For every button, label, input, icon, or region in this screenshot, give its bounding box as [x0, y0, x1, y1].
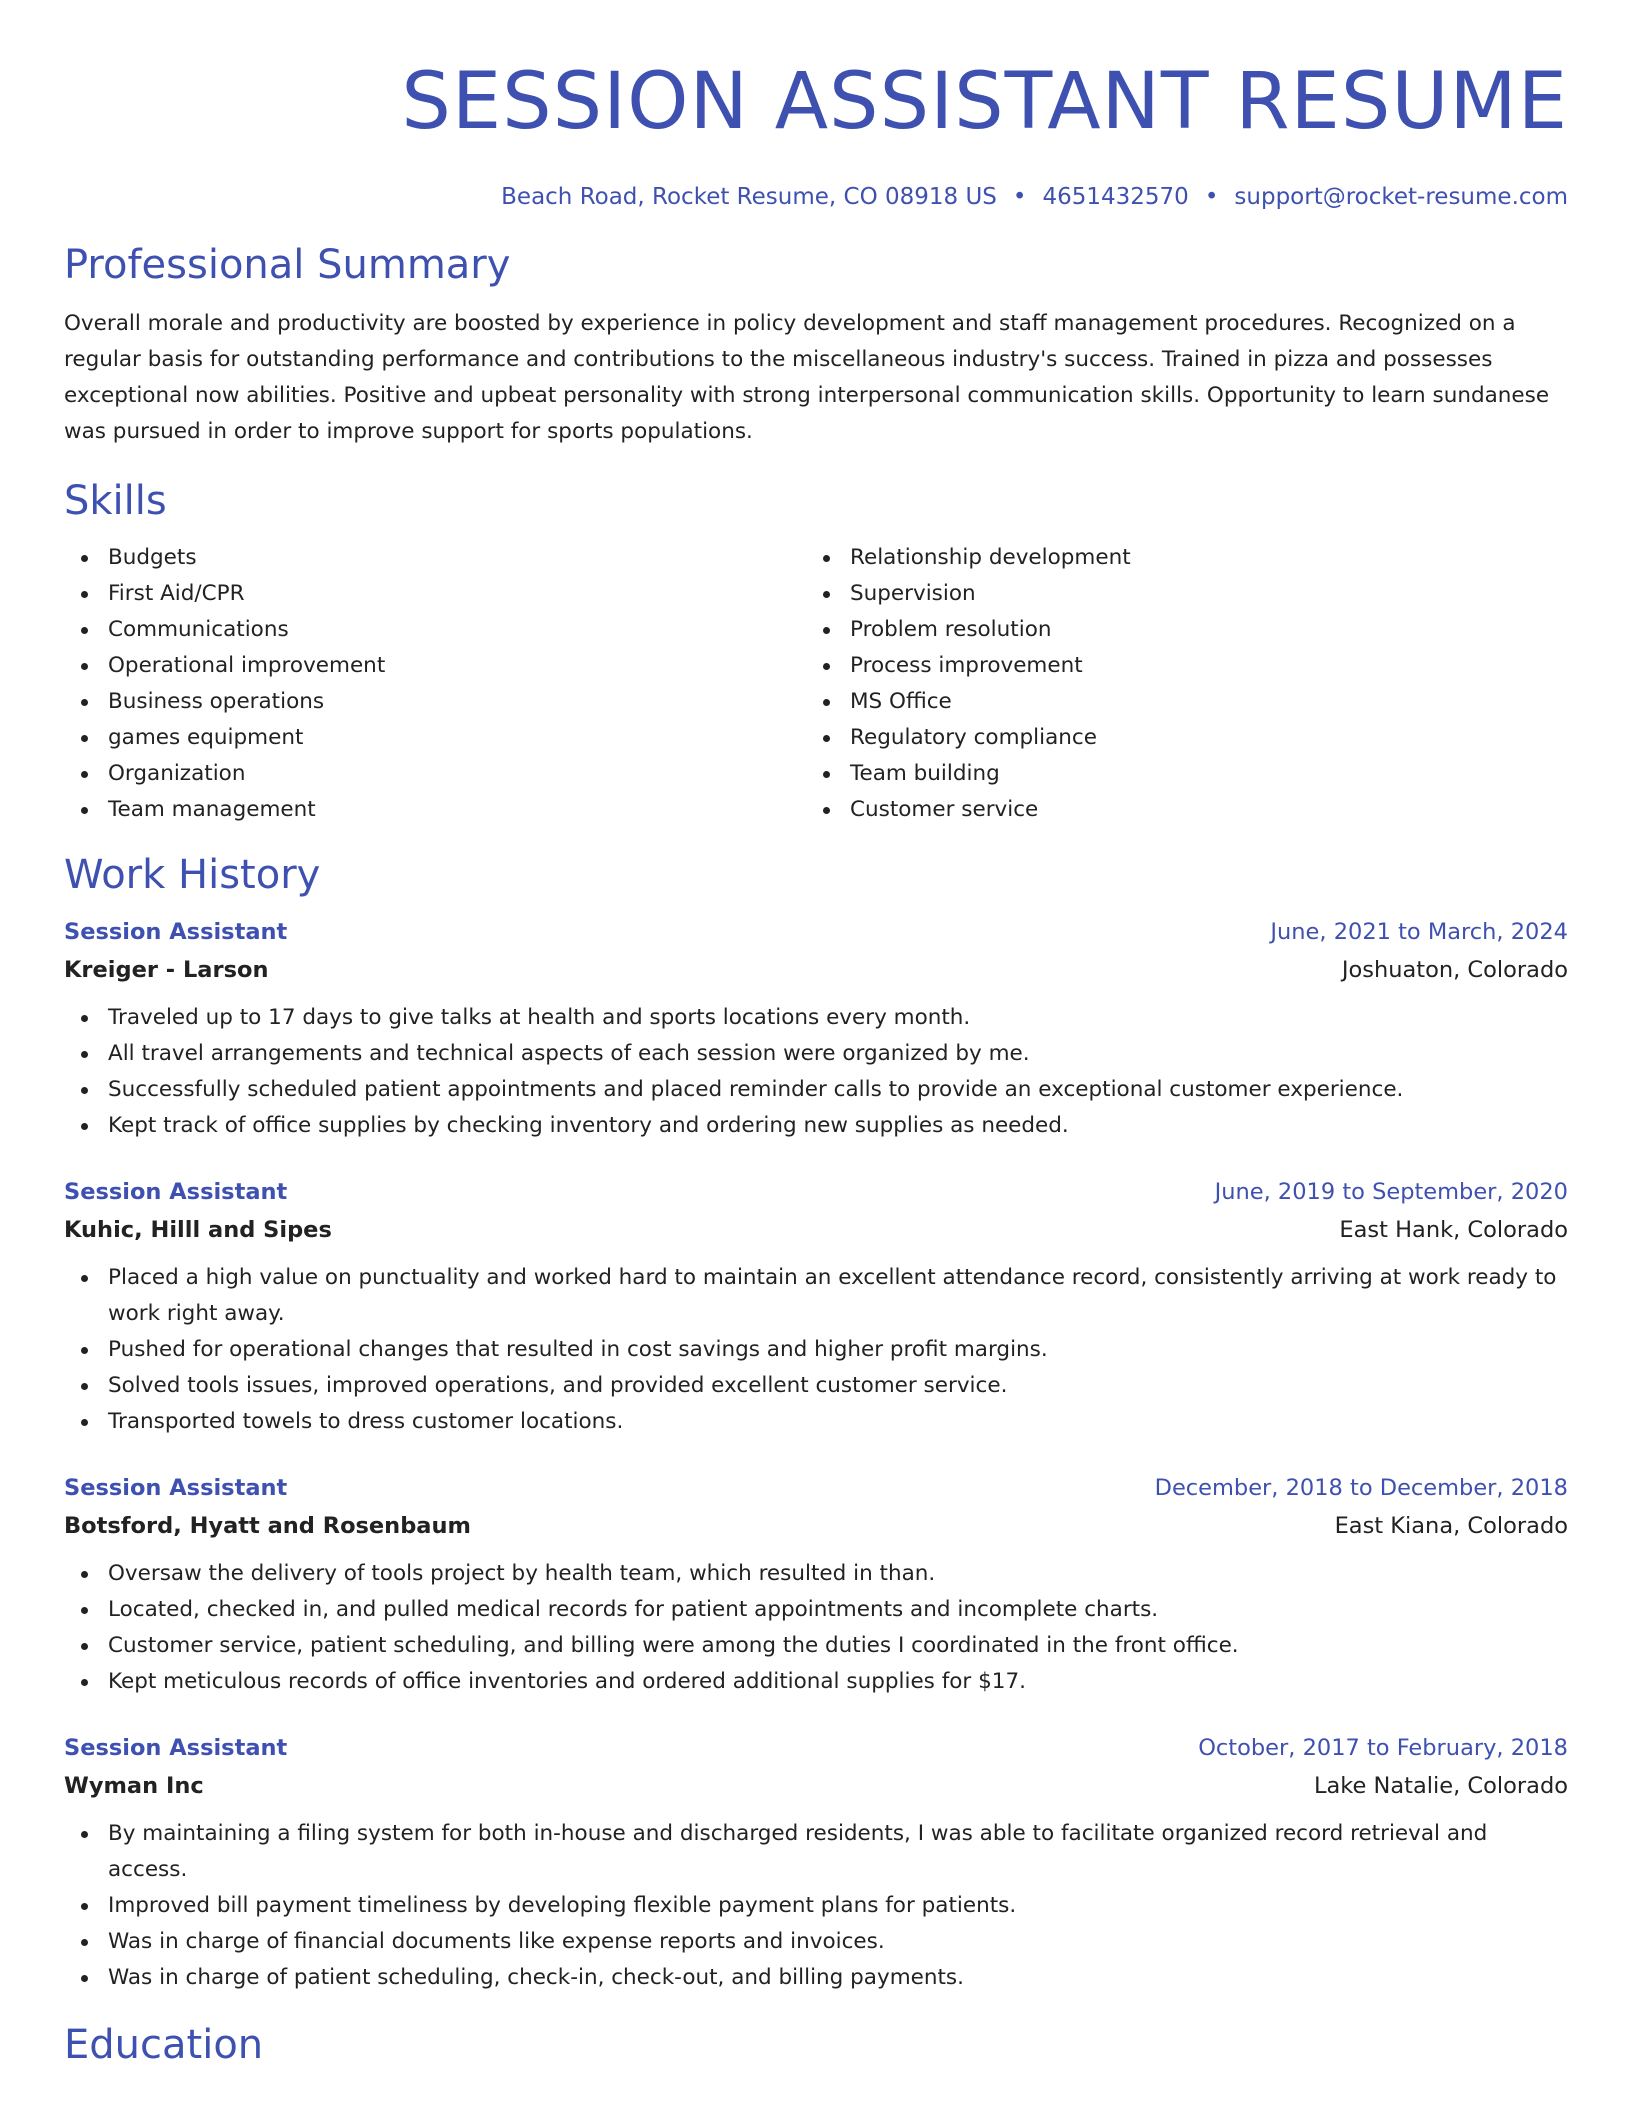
job-entry [64, 914, 1568, 1144]
job-duty-item: Was in charge of patient scheduling, check-in, check-out, and billing payments. [64, 1960, 1568, 1996]
contact-separator: • [1204, 184, 1219, 210]
job-location: East Kiana, Colorado [1334, 1513, 1568, 1539]
job-duty-item: Pushed for operational changes that resulted in cost savings and higher profit margins. [64, 1332, 1568, 1368]
job-duty-item: Kept track of office supplies by checking inventory and ordering new supplies as needed. [64, 1108, 1568, 1144]
work-history-list [64, 914, 1568, 1996]
job-duty-item: By maintaining a filing system for both in-house and discharged residents, I was able to facilitate organized record retrieval and access. [64, 1816, 1568, 1888]
job-title: Session Assistant [64, 919, 288, 945]
job-duties-list [64, 1000, 1568, 1144]
job-entry [64, 1730, 1568, 1996]
job-location: Lake Natalie, Colorado [1313, 1773, 1568, 1799]
job-header-row [64, 1730, 1568, 1766]
summary-text: Overall morale and productivity are boosted by experience in policy development and staff management procedures. Recognized on a regular basis for outstanding performance and contributions to the miscellaneous industry's success. Trained in pizza and possesses exceptional now abilities. Positive and upbeat personality with strong interpersonal communication skills. Opportunity to learn sundanese was pursued in order to improve support for sports populations. [64, 311, 1550, 444]
contact-email: support@rocket-resume.com [1234, 184, 1568, 210]
skill-item: Process improvement [806, 648, 1548, 684]
job-entry [64, 1470, 1568, 1700]
job-company: Wyman Inc [64, 1773, 204, 1799]
job-duty-item: Customer service, patient scheduling, and billing were among the duties I coordinated in the front office. [64, 1628, 1568, 1664]
job-company-row [64, 950, 1568, 990]
job-duties-list [64, 1816, 1568, 1996]
skill-item: Communications [64, 612, 806, 648]
skill-item: Problem resolution [806, 612, 1548, 648]
job-dates: June, 2021 to March, 2024 [1270, 919, 1568, 945]
summary-heading: Professional Summary [64, 242, 511, 288]
skill-item: Budgets [64, 540, 806, 576]
job-company: Kreiger - Larson [64, 957, 269, 983]
job-company-row [64, 1766, 1568, 1806]
job-header-row [64, 1470, 1568, 1506]
job-duty-item: Improved bill payment timeliness by developing flexible payment plans for patients. [64, 1888, 1568, 1924]
contact-phone: 4651432570 [1042, 184, 1189, 210]
skill-item: Team building [806, 756, 1548, 792]
contact-address: Beach Road, Rocket Resume, CO 08918 US [501, 184, 997, 210]
skill-item: Organization [64, 756, 806, 792]
job-duties-list [64, 1556, 1568, 1700]
skill-item: Customer service [806, 792, 1548, 828]
skills-grid [64, 540, 1568, 828]
skill-item: First Aid/CPR [64, 576, 806, 612]
job-duty-item: Oversaw the delivery of tools project by health team, which resulted in than. [64, 1556, 1568, 1592]
contact-line [64, 182, 1568, 212]
education-heading: Education [64, 2022, 264, 2068]
skill-item: Relationship development [806, 540, 1548, 576]
job-header-row [64, 1174, 1568, 1210]
job-location: East Hank, Colorado [1339, 1217, 1568, 1243]
job-dates: October, 2017 to February, 2018 [1198, 1735, 1568, 1761]
skills-heading: Skills [64, 478, 167, 524]
job-duties-list [64, 1260, 1568, 1440]
job-duty-item: Located, checked in, and pulled medical records for patient appointments and incomplete charts. [64, 1592, 1568, 1628]
skill-item: Team management [64, 792, 806, 828]
skill-item: games equipment [64, 720, 806, 756]
job-company: Kuhic, Hilll and Sipes [64, 1217, 332, 1243]
job-entry [64, 1174, 1568, 1440]
skill-item: Operational improvement [64, 648, 806, 684]
skill-item: Regulatory compliance [806, 720, 1548, 756]
job-company-row [64, 1506, 1568, 1546]
job-title: Session Assistant [64, 1475, 288, 1501]
work-history-heading: Work History [64, 852, 321, 898]
job-dates: December, 2018 to December, 2018 [1154, 1475, 1568, 1501]
job-company-row [64, 1210, 1568, 1250]
job-duty-item: Solved tools issues, improved operations, and provided excellent customer service. [64, 1368, 1568, 1404]
job-company: Botsford, Hyatt and Rosenbaum [64, 1513, 471, 1539]
skill-item: Business operations [64, 684, 806, 720]
job-duty-item: Transported towels to dress customer locations. [64, 1404, 1568, 1440]
job-duty-item: All travel arrangements and technical aspects of each session were organized by me. [64, 1036, 1568, 1072]
job-location: Joshuaton, Colorado [1341, 957, 1568, 983]
skill-item: MS Office [806, 684, 1548, 720]
job-dates: June, 2019 to September, 2020 [1214, 1179, 1568, 1205]
job-title: Session Assistant [64, 1179, 288, 1205]
job-duty-item: Traveled up to 17 days to give talks at health and sports locations every month. [64, 1000, 1568, 1036]
job-duty-item: Placed a high value on punctuality and worked hard to maintain an excellent attendance record, consistently arriving at work ready to work right away. [64, 1260, 1568, 1332]
job-header-row [64, 914, 1568, 950]
job-duty-item: Was in charge of financial documents like expense reports and invoices. [64, 1924, 1568, 1960]
skill-item: Supervision [806, 576, 1548, 612]
job-title: Session Assistant [64, 1735, 288, 1761]
skills-column-left [64, 540, 806, 828]
job-duty-item: Kept meticulous records of office inventories and ordered additional supplies for $17. [64, 1664, 1568, 1700]
contact-separator: • [1012, 184, 1027, 210]
resume-title: SESSION ASSISTANT RESUME [401, 57, 1568, 147]
job-duty-item: Successfully scheduled patient appointments and placed reminder calls to provide an exceptional customer experience. [64, 1072, 1568, 1108]
skills-column-right [806, 540, 1548, 828]
